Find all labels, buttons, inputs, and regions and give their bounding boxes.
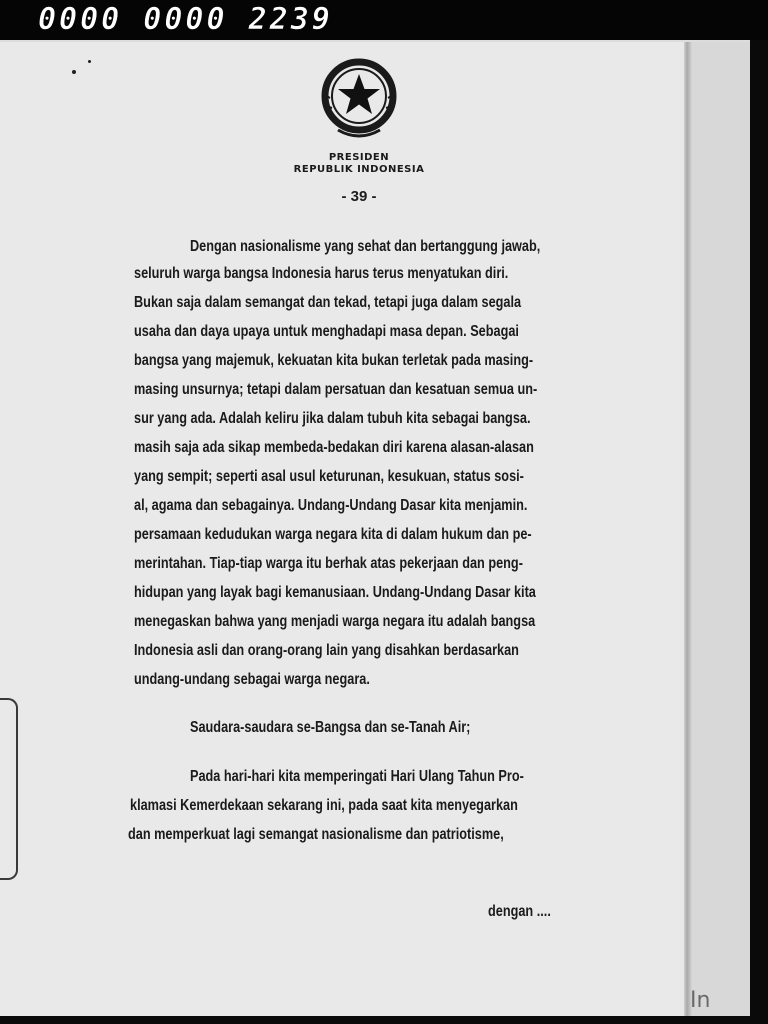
catchword: dengan ....: [488, 903, 551, 920]
text-line: menegaskan bahwa yang menjadi warga negara itu adalah bangsa: [134, 613, 536, 630]
right-film-border: [750, 40, 768, 1024]
text-line: persamaan kedudukan warga negara kita di dalam hukum dan pe-: [134, 526, 532, 543]
text-line: klamasi Kemerdekaan sekarang ini, pada saat kita menyegarkan: [130, 797, 518, 814]
text-line: masing unsurnya; tetapi dalam persatuan dan kesatuan semua un-: [134, 381, 538, 398]
text-line: bangsa yang majemuk, kekuatan kita bukan terletak pada masing-: [134, 352, 534, 369]
reel-number: 0000 0000 2239: [38, 2, 333, 37]
corner-mark: In: [690, 988, 711, 1013]
page-number: - 39 -: [341, 188, 377, 205]
page-edge-shadow: [684, 42, 692, 1018]
bottom-film-border: [0, 1016, 768, 1024]
text-line: undang-undang sebagai warga negara.: [134, 671, 370, 688]
dust-speck: [88, 60, 91, 63]
text-line: masih saja ada sikap membeda-bedakan diri karena alasan-alasan: [134, 439, 534, 456]
letterhead-title: PRESIDEN: [328, 152, 390, 163]
text-line: Pada hari-hari kita memperingati Hari Ulang Tahun Pro-: [190, 768, 524, 785]
star-garuda-emblem-icon: [314, 58, 404, 144]
dust-speck: [72, 70, 76, 74]
text-line: usaha dan daya upaya untuk menghadapi masa depan. Sebagai: [134, 323, 519, 340]
text-line: Dengan nasionalisme yang sehat dan bertanggung jawab,: [190, 238, 541, 255]
text-line: sur yang ada. Adalah keliru jika dalam tubuh kita sebagai bangsa.: [134, 410, 531, 427]
text-line: hidupan yang layak bagi kemanusiaan. Undang-Undang Dasar kita: [134, 584, 536, 601]
underlying-page: [692, 42, 750, 1018]
letterhead-subtitle: REPUBLIK INDONESIA: [293, 164, 425, 175]
binder-clip: [0, 698, 18, 880]
text-line: seluruh warga bangsa Indonesia harus terus menyatukan diri.: [134, 265, 509, 282]
text-line: dan memperkuat lagi semangat nasionalisme dan patriotisme,: [128, 826, 504, 843]
salutation: Saudara-saudara se-Bangsa dan se-Tanah Air;: [190, 719, 471, 736]
text-line: merintahan. Tiap-tiap warga itu berhak atas pekerjaan dan peng-: [134, 555, 523, 572]
text-line: al, agama dan sebagainya. Undang-Undang Dasar kita menjamin.: [134, 497, 528, 514]
text-line: Bukan saja dalam semangat dan tekad, tetapi juga dalam segala: [134, 294, 522, 311]
text-line: yang sempit; seperti asal usul keturunan, kesukuan, status sosi-: [134, 468, 524, 485]
film-header-strip: [0, 0, 768, 42]
text-line: Indonesia asli dan orang-orang lain yang disahkan berdasarkan: [134, 642, 519, 659]
